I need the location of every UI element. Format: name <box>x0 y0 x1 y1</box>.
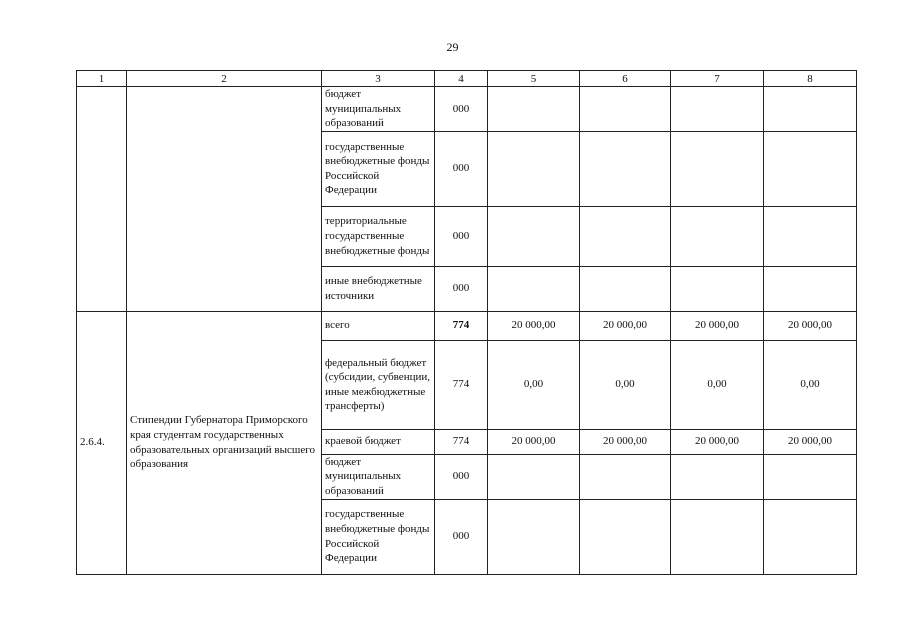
code-cell: 000 <box>435 499 488 574</box>
header-col-3: 3 <box>322 71 435 87</box>
value-cell-8: 0,00 <box>764 340 857 429</box>
value-cell-7 <box>671 131 764 206</box>
code-cell: 000 <box>435 87 488 132</box>
code-cell: 774 <box>435 429 488 454</box>
value-cell-5 <box>488 454 580 499</box>
header-col-2: 2 <box>127 71 322 87</box>
continued-number-cell <box>77 87 127 312</box>
header-col-1: 1 <box>77 71 127 87</box>
value-cell-6: 0,00 <box>580 340 671 429</box>
code-cell: 000 <box>435 206 488 266</box>
value-cell-7 <box>671 87 764 132</box>
value-cell-7 <box>671 499 764 574</box>
source-cell: государственные внебюджетные фонды Российской Федерации <box>322 131 435 206</box>
value-cell-5: 20 000,00 <box>488 311 580 340</box>
value-cell-8: 20 000,00 <box>764 429 857 454</box>
source-cell: всего <box>322 311 435 340</box>
value-cell-6 <box>580 454 671 499</box>
code-cell: 000 <box>435 131 488 206</box>
table-row <box>77 311 857 340</box>
source-cell: территориальные государственные внебюджетные фонды <box>322 206 435 266</box>
table-row <box>77 87 857 132</box>
page-number: 29 <box>446 40 459 54</box>
value-cell-5: 0,00 <box>488 340 580 429</box>
value-cell-5 <box>488 266 580 311</box>
source-cell: федеральный бюджет (субсидии, субвенции, иные межбюджетные трансферты) <box>322 340 435 429</box>
value-cell-6 <box>580 266 671 311</box>
header-col-6: 6 <box>580 71 671 87</box>
source-cell: иные внебюджетные источники <box>322 266 435 311</box>
section-number: 2.6.4. <box>77 311 127 574</box>
value-cell-7: 20 000,00 <box>671 429 764 454</box>
value-cell-8: 20 000,00 <box>764 311 857 340</box>
header-col-5: 5 <box>488 71 580 87</box>
value-cell-7 <box>671 454 764 499</box>
value-cell-5 <box>488 131 580 206</box>
header-col-8: 8 <box>764 71 857 87</box>
source-cell: краевой бюджет <box>322 429 435 454</box>
value-cell-6 <box>580 131 671 206</box>
section-name: Стипендии Губернатора Приморского края студентам государственных образовательных организаций высшего образования <box>127 311 322 574</box>
value-cell-6: 20 000,00 <box>580 429 671 454</box>
source-cell: государственные внебюджетные фонды Российской Федерации <box>322 499 435 574</box>
value-cell-8 <box>764 454 857 499</box>
source-cell: бюджет муниципальных образований <box>322 87 435 132</box>
header-row <box>77 71 857 87</box>
code-cell: 774 <box>435 311 488 340</box>
header-col-7: 7 <box>671 71 764 87</box>
value-cell-6 <box>580 206 671 266</box>
value-cell-5 <box>488 499 580 574</box>
value-cell-7 <box>671 206 764 266</box>
value-cell-7 <box>671 266 764 311</box>
code-cell: 000 <box>435 266 488 311</box>
value-cell-8 <box>764 266 857 311</box>
code-cell: 774 <box>435 340 488 429</box>
source-cell: бюджет муниципальных образований <box>322 454 435 499</box>
value-cell-6 <box>580 87 671 132</box>
value-cell-8 <box>764 206 857 266</box>
value-cell-5 <box>488 206 580 266</box>
value-cell-8 <box>764 499 857 574</box>
value-cell-6: 20 000,00 <box>580 311 671 340</box>
value-cell-5: 20 000,00 <box>488 429 580 454</box>
header-col-4: 4 <box>435 71 488 87</box>
budget-table <box>76 70 857 575</box>
code-cell: 000 <box>435 454 488 499</box>
value-cell-6 <box>580 499 671 574</box>
value-cell-8 <box>764 87 857 132</box>
continued-name-cell <box>127 87 322 312</box>
value-cell-8 <box>764 131 857 206</box>
value-cell-7: 20 000,00 <box>671 311 764 340</box>
value-cell-5 <box>488 87 580 132</box>
value-cell-7: 0,00 <box>671 340 764 429</box>
